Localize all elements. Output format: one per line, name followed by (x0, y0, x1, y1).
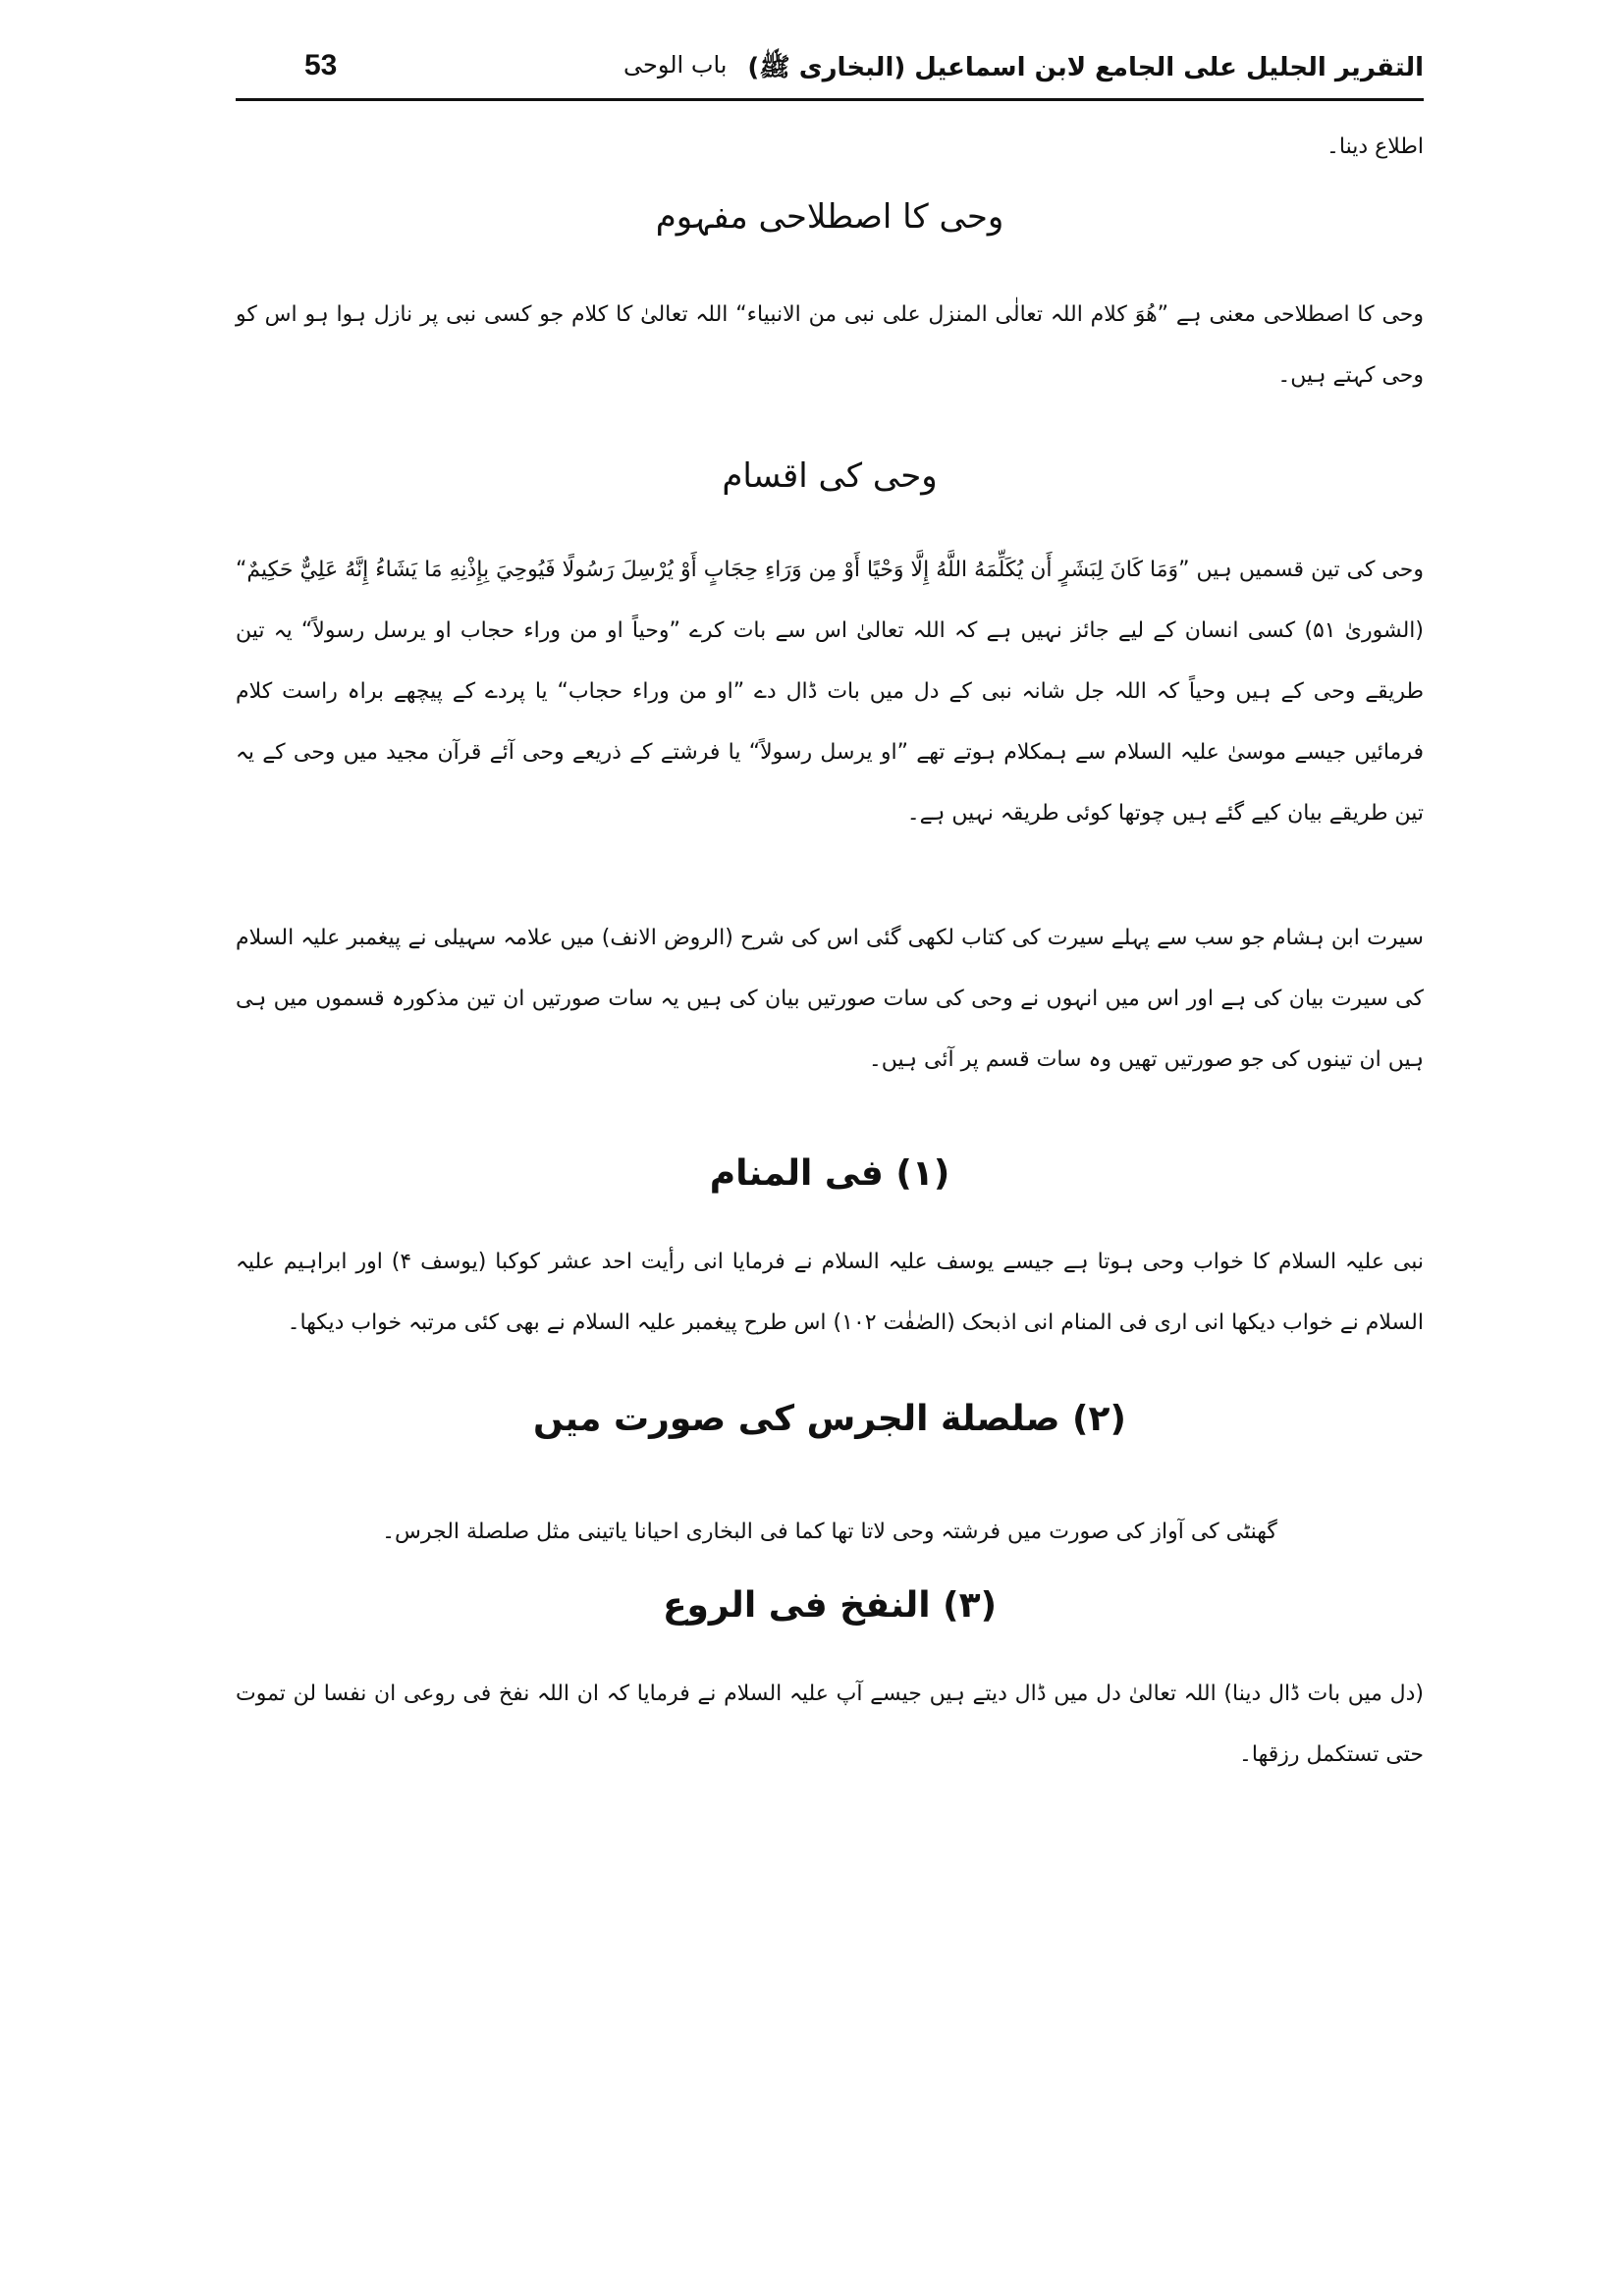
paragraph-bell-ringing: گھنٹی کی آواز کی صورت میں فرشتہ وحی لاتا تھا کما فی البخاری احیانا یاتینی مثل صلصلة الجرس۔ (382, 1520, 1277, 1544)
page-number: 53 (304, 49, 338, 81)
page-header (236, 47, 1424, 96)
heading-in-dream: (۱) فی المنام (709, 1153, 950, 1194)
book-title: التقریر الجلیل علی الجامع لابن اسماعیل (البخاری ﷺ) (747, 53, 1424, 82)
paragraph-three-types: وحی کی تین قسمیں ہیں ”وَمَا كَانَ لِبَشَرٍ أَن يُكَلِّمَهُ اللَّهُ إِلَّا وَحْيًا أَوْ مِن وَرَاءِ حِجَابٍ أَوْ يُرْسِلَ رَسُولًا فَيُوحِيَ بِإِذْنِهِ مَا يَشَاءُ إِنَّهُ عَلِيٌّ حَكِيمٌ“ (الشوریٰ ۵۱) کسی انسان کے لیے جائز نہیں ہے کہ اللہ تعالیٰ اس سے بات کرے ”وحیاً او من وراء حجاب او یرسل رسولاً“ یہ تین طریقے وحی کے ہیں وحیاً کہ اللہ جل شانہ نبی کے دل میں بات ڈال دے ”او من وراء حجاب“ یا پردے کے پیچھے براہ راست کلام فرمائیں جیسے موسیٰ علیہ السلام سے ہمکلام ہوتے تھے ”او یرسل رسولاً“ یا فرشتے کے ذریعے وحی آئے قرآن مجید میں وحی کے یہ تین طریقے بیان کیے گئے ہیں چوتھا کوئی طریقہ نہیں ہے۔ (236, 558, 1425, 826)
opening-line: اطلاع دینا۔ (1326, 134, 1424, 159)
heading-types-of-wahi: وحی کی اقسام (722, 456, 938, 496)
paragraph-definition: وحی کا اصطلاحی معنی ہے ”ھُوَ کلام اللہ تعالٰی المنزل علی نبی من الانبیاء“ اللہ تعالیٰ کا کلام جو کسی نبی پر نازل ہوا ہو اس کو وحی کہتے ہیں۔ (236, 302, 1424, 388)
header-rule (236, 98, 1424, 101)
paragraph-dream: نبی علیہ السلام کا خواب وحی ہوتا ہے جیسے یوسف علیہ السلام نے فرمایا انی رأیت احد عشر کوکبا (یوسف ۴) اور ابراہیم علیہ السلام نے خواب دیکھا انی اری فی المنام انی اذبحک (الصٰفٰت ۱۰۲) اس طرح پیغمبر علیہ السلام نے بھی کئی مرتبہ خواب دیکھا۔ (236, 1250, 1424, 1335)
heading-bell-ringing: (۲) صلصلة الجرس کی صورت میں (533, 1399, 1126, 1439)
paragraph-seerah: سیرت ابن ہشام جو سب سے پہلے سیرت کی کتاب لکھی گئی اس کی شرح (الروض الانف) میں علامہ سہیلی نے پیغمبر علیہ السلام کی سیرت بیان کی ہے اور اس میں انہوں نے وحی کی سات صورتیں بیان کی ہیں یہ سات صورتیں ان تین مذکورہ قسموں میں ہی ہیں ان تینوں کی جو صورتیں تھیں وہ سات قسم پر آئی ہیں۔ (236, 926, 1424, 1072)
heading-inspiration-in-heart: (۳) النفخ فی الروع (662, 1585, 998, 1626)
chapter-name: باب الوحی (623, 51, 728, 79)
paragraph-inspiration: (دل میں بات ڈال دینا) اللہ تعالیٰ دل میں ڈال دیتے ہیں جیسے آپ علیہ السلام نے فرمایا کہ ان اللہ نفخ فی روعی ان نفسا لن تموت حتی تستکمل رزقها۔ (236, 1682, 1424, 1767)
heading-terminological-meaning: وحی کا اصطلاحی مفہوم (655, 197, 1004, 237)
